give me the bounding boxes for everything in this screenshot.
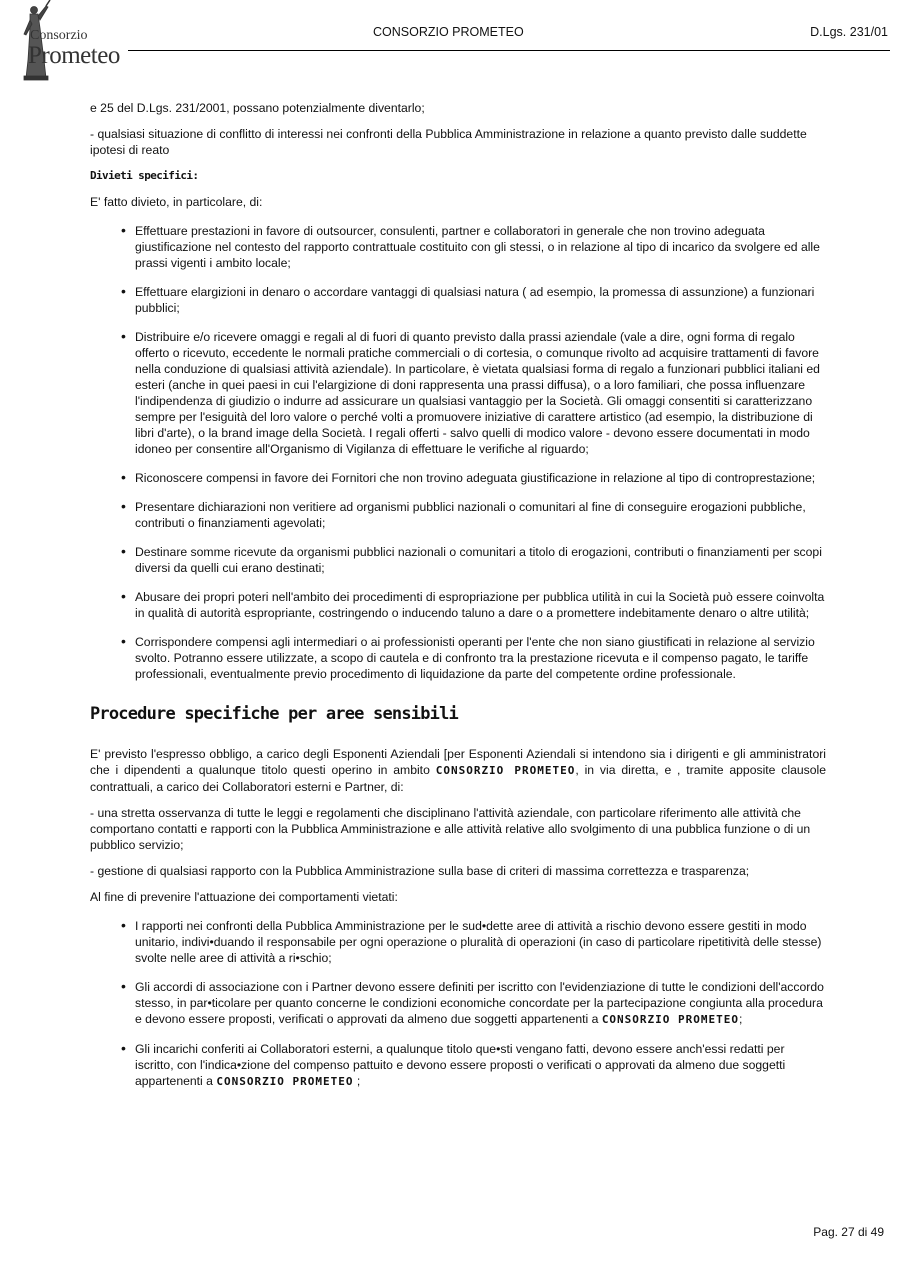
paragraph: - qualsiasi situazione di conflitto di interessi nei confronti della Pubblica Amministrazione in relazione a quanto previsto dalle suddette ipotesi di reato bbox=[90, 127, 807, 157]
bullet-icon: • bbox=[121, 633, 126, 649]
document-body bbox=[90, 100, 826, 1090]
bullet-icon: • bbox=[121, 498, 126, 514]
header-divider bbox=[128, 50, 890, 51]
logo-text-consorzio: Consorzio bbox=[30, 28, 88, 43]
list-item: • Presentare dichiarazioni non veritiere ad organismi pubblici nazionali o comunitari al fine di conseguire erogazioni pubbliche, contributi o finanziamenti agevolati; bbox=[121, 498, 806, 530]
list-item: • Distribuire e/o ricevere omaggi e regali al di fuori di quanto previsto dalla prassi aziendale (vale a dire, ogni forma di regalo offerto o ricevuto, eccedente le normali pratiche commerciali o di cortesia, o comunque rivolto ad acquisire trattamenti di favore nella conduzione di qualsiasi attività aziendale). In particolare, è vietata qualsiasi forma di regalo a funzionari pubblici italiani ed esteri (anche in quei paesi in cui l'elargizione di doni rappresenta una prassi diffusa), o a loro familiari, che possa influenzare l'indipendenza di giudizio o indurre ad assicurare un qualsiasi vantaggio per la Società. Gli omaggi consentiti si caratterizzano sempre per l'esiguità del loro valore o perché volti a promuovere iniziative di carattere artistico (ad esempio, la distribuzione di libri d'arte), o la brand image della Società. I regali offerti - salvo quelli di modico valore - devono essere documentati in modo idoneo per consentire all'Organismo di Vigilanza di effettuare le verifiche al riguardo; bbox=[121, 328, 820, 456]
bullet-icon: • bbox=[121, 917, 126, 933]
list-item: • I rapporti nei confronti della Pubblica Amministrazione per le sud•dette aree di attività a rischio devono essere gestiti in modo unitario, indivi•duando il responsabile per ogni operazione o pluralità di operazioni (in caso di particolare ripetitività delle stesse) svolte nelle aree di attività a ri•schio; bbox=[121, 917, 822, 965]
bullet-icon: • bbox=[121, 469, 126, 485]
company-name: CONSORZIO PROMETEO bbox=[216, 1075, 354, 1088]
list-item: • Effettuare elargizioni in denaro o accordare vantaggi di qualsiasi natura ( ad esempio, la promessa di assunzione) a funzionari pubblici; bbox=[121, 283, 815, 315]
logo-text-prometeo: Prometeo bbox=[28, 42, 120, 69]
list-item: • Effettuare prestazioni in favore di outsourcer, consulenti, partner e collaboratori in generale che non trovino adeguata giustificazione nel contesto del rapporto contrattuale costituito con gli stessi, o in relazione al tipo di incarico da svolgere ed alle prassi vigenti i ambito locale; bbox=[121, 222, 820, 270]
page-header bbox=[0, 0, 911, 90]
bullet-icon: • bbox=[121, 328, 126, 344]
bullet-icon: • bbox=[121, 1040, 126, 1056]
bullet-icon: • bbox=[121, 588, 126, 604]
company-name: CONSORZIO PROMETEO bbox=[435, 764, 576, 777]
divieti-heading: Divieti specifici: bbox=[90, 169, 199, 182]
section-title: Procedure specifiche per aree sensibili bbox=[90, 704, 458, 724]
bullet-icon: • bbox=[121, 283, 126, 299]
paragraph: - una stretta osservanza di tutte le leggi e regolamenti che disciplinano l'attività aziendale, con particolare riferimento alle attività che comportano contatti e rapporti con la Pubblica Amministrazione e alle attività relative allo svolgimento di una pubblica funzione o di un pubblico servizio; bbox=[90, 806, 811, 852]
bullet-icon: • bbox=[121, 543, 126, 559]
list-item: • Abusare dei propri poteri nell'ambito dei procedimenti di espropriazione per pubblica utilità in cui la Società può essere coinvolta in qualità di autorità espropriante, costringendo o inducendo taluno a dare o a promettere indebitamente denaro o altre utilità; bbox=[121, 588, 825, 620]
paragraph: E' previsto l'espresso obbligo, a carico degli Esponenti Aziendali [per Esponenti Aziendali si intendono sia i dirigenti e gli amministratori che i dipendenti a qualunque titolo questi operino in ambito CONSORZIO PROMETEO, in via diretta, e , tramite apposite clausole contrattuali, a carico dei Collaboratori esterni e Partner, di: bbox=[90, 747, 826, 794]
procedure-list bbox=[90, 918, 826, 1090]
divieti-list bbox=[90, 223, 826, 682]
paragraph: e 25 del D.Lgs. 231/2001, possano potenzialmente diventarlo; bbox=[90, 101, 425, 115]
list-item: • Destinare somme ricevute da organismi pubblici nazionali o comunitari a titolo di erogazioni, contributi o finanziamenti per scopi diversi da quelli cui erano destinati; bbox=[121, 543, 822, 575]
bullet-icon: • bbox=[121, 222, 126, 238]
paragraph: Al fine di prevenire l'attuazione dei comportamenti vietati: bbox=[90, 890, 398, 904]
list-item: • Gli accordi di associazione con i Partner devono essere definiti per iscritto con l'evidenziazione di tutte le condizioni dell'accordo stesso, in par•ticolare per quanto concerne le condizioni economiche concordate per la partecipazione congiunta alla procedura e devono essere proposti, verificati o approvati da almeno due soggetti appartenenti a CONSORZIO PROMETEO; bbox=[121, 978, 824, 1026]
page-number: Pag. 27 di 49 bbox=[813, 1225, 884, 1239]
list-item: • Riconoscere compensi in favore dei Fornitori che non trovino adeguata giustificazione in relazione al tipo di controprestazione; bbox=[121, 469, 816, 485]
list-item: • Corrispondere compensi agli intermediari o ai professionisti operanti per l'ente che non siano giustificati in relazione al servizio svolto. Potranno essere utilizzate, a scopo di cautela e di confronto tra la prestazione ricevuta e il compenso pagato, le tariffe professionali, eventualmente previo procedimento di liquidazione da parte del competente ordine professionale. bbox=[121, 633, 815, 681]
list-item: • Gli incarichi conferiti ai Collaboratori esterni, a qualunque titolo que•sti vengano fatti, devono essere anch'essi redatti per iscritto, con l'indica•zione del compenso pattuito e devono essere proposti o verificati o approvati da almeno due soggetti appartenenti a CONSORZIO PROMETEO ; bbox=[121, 1040, 786, 1088]
divieti-intro: E' fatto divieto, in particolare, di: bbox=[90, 195, 263, 209]
bullet-icon: • bbox=[121, 978, 126, 994]
company-name: CONSORZIO PROMETEO bbox=[601, 1013, 740, 1026]
header-title: CONSORZIO PROMETEO bbox=[373, 25, 524, 39]
header-reference: D.Lgs. 231/01 bbox=[810, 25, 888, 39]
paragraph: - gestione di qualsiasi rapporto con la Pubblica Amministrazione sulla base di criteri di massima correttezza e trasparenza; bbox=[90, 864, 750, 878]
